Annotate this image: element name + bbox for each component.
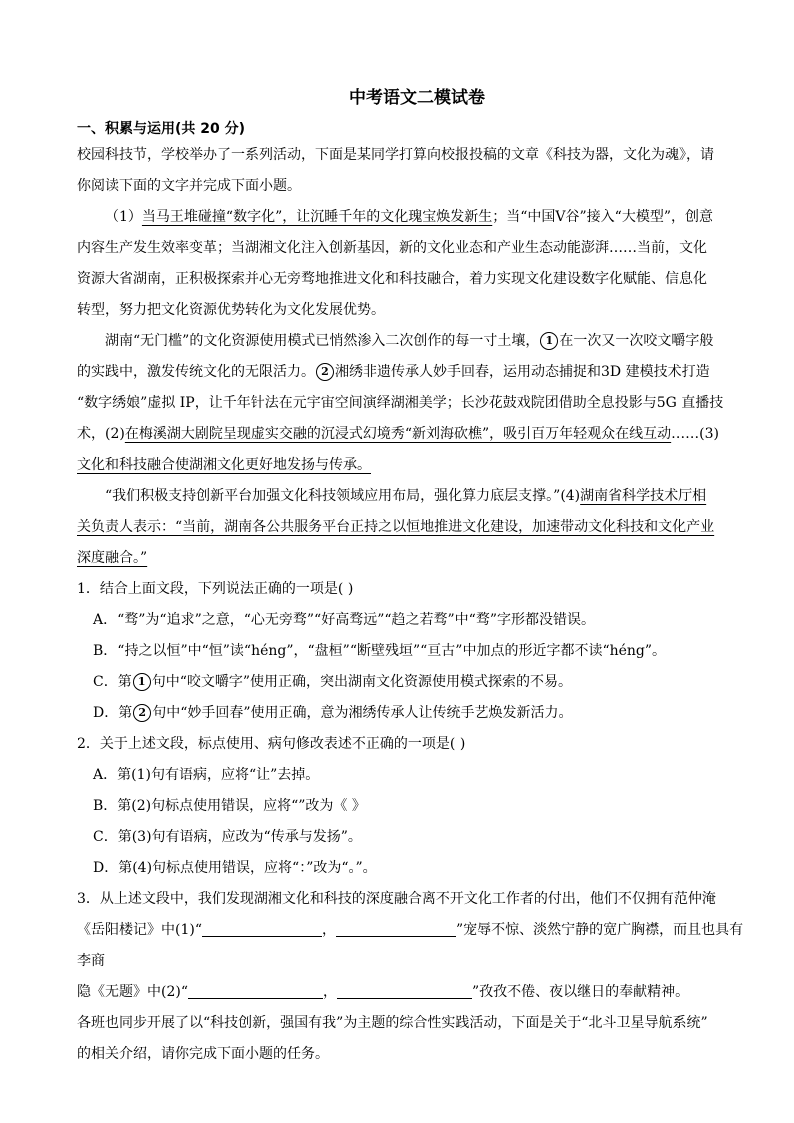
paragraph-3-line-1: “我们积极支持创新平台加强文化科技领域应用布局，强化算力底层支撑。”(4)湖南省科学技术厅相 [105, 488, 707, 504]
underlined-sentence-4c: 深度融合。” [77, 550, 148, 566]
question-1-option-c[interactable]: C．第 1 句中“咬文嚼字”使用正确，突出湖南文化资源使用模式探索的不易。 [93, 674, 573, 690]
underlined-sentence-3: 文化和科技融合使湖湘文化更好地发扬与传承。 [77, 457, 371, 473]
question-1-stem: 1．结合上面文段，下列说法正确的一项是( ) [77, 581, 354, 597]
paragraph-2-line-1: 湖南“无门槛”的文化资源使用模式已悄然渗入二次创作的每一寸土壤， 1 在一次又一次咬文嚼字般 [105, 333, 714, 349]
underlined-sentence-4a: 湖南省科学技术厅相 [580, 488, 707, 504]
question-3 [77, 884, 757, 1008]
circled-number-1: 1 [540, 332, 558, 350]
intro-line-2: 你阅读下面的文字并完成下面小题。 [77, 178, 301, 194]
paragraph-2-line-2: 的实践中，激发传统文化的无限活力。 2 湘绣非遗传承人妙手回春，运用动态捕捉和3D 建模技术打造 [77, 364, 710, 380]
paragraph-2-line-3: “数字绣娘”虚拟 IP，让千年针法在元宇宙空间演绎湖湘美学；长沙花鼓戏院团借助全息投影与5G 直播技 [77, 395, 724, 411]
underlined-sentence-2: 在梅溪湖大剧院呈现虚实交融的沉浸式幻境秀“新刘海砍樵”，吸引百万年轻观众在线互动 [124, 426, 672, 442]
question-2-option-a[interactable]: A．第(1)句有语病，应将“让”去掉。 [93, 767, 320, 783]
question-2 [77, 729, 757, 884]
question-1 [77, 574, 757, 729]
question-2-option-d[interactable]: D．第(4)句标点使用错误，应将“：”改为“。”。 [93, 860, 377, 876]
question-2-option-c[interactable]: C．第(3)句有语病，应改为“传承与发扬”。 [93, 829, 362, 845]
exam-page [77, 78, 757, 1070]
circled-number-2: 2 [316, 363, 334, 381]
answer-blank-2b[interactable] [337, 980, 472, 999]
answer-blank-1a[interactable] [202, 918, 322, 937]
question-1-option-a[interactable]: A．“骛”为“追求”之意，“心无旁骛”“好高骛远”“趋之若骛”中“骛”字形都没错误。 [93, 612, 595, 628]
question-2-option-b[interactable]: B．第(2)句标点使用错误，应将“”改为《 》 [93, 798, 366, 814]
paragraph-2-line-4: 术，(2)在梅溪湖大剧院呈现虚实交融的沉浸式幻境秀“新刘海砍樵”，吸引百万年轻观众在线互动……(3) [77, 426, 719, 442]
underlined-sentence-1: 当马王堆碰撞“数字化”，让沉睡千年的文化瑰宝焕发新生 [141, 209, 493, 225]
question-3-line-1: 3．从上述文段中，我们发现湖湘文化和科技的深度融合离不开文化工作者的付出，他们不仅拥有范仲淹 [77, 891, 716, 907]
outro-line-1: 各班也同步开展了以“科技创新，强国有我”为主题的综合性实践活动，下面是关于“北斗卫星导航系统” [77, 1015, 708, 1031]
question-3-line-2: 《岳阳楼记》中(1)“ ， ”宠辱不惊、淡然宁静的宽广胸襟，而且也具有李商 [77, 915, 757, 977]
answer-blank-2a[interactable] [188, 980, 323, 999]
section-heading: 一、积累与运用(共 20 分) [77, 121, 246, 137]
circled-number-1: 1 [133, 673, 151, 691]
paragraph-3-line-3 [77, 543, 757, 574]
passage-paragraph-1 [77, 202, 757, 326]
question-1-option-b[interactable]: B．“持之以恒”中“恒”读“héng”，“盘桓”“断壁残垣”“亘古”中加点的形近字都不读“héng”。 [93, 643, 667, 659]
paragraph-1-line-4: 转型，努力把文化资源优势转化为文化发展优势。 [77, 302, 385, 318]
intro-line-1: 校园科技节，学校举办了一系列活动，下面是某同学打算向校报投稿的文章《科技为器，文化为魂》，请 [77, 147, 714, 163]
passage-paragraph-2 [77, 326, 757, 481]
answer-blank-1b[interactable] [336, 918, 456, 937]
circled-number-2: 2 [133, 704, 151, 722]
question-2-stem: 2．关于上述文段，标点使用、病句修改表述不正确的一项是( ) [77, 736, 466, 752]
outro-line-2: 的相关介绍，请你完成下面小题的任务。 [77, 1046, 329, 1062]
question-1-option-d[interactable]: D．第 2 句中“妙手回春”使用正确，意为湘绣传承人让传统手艺焕发新活力。 [93, 705, 573, 721]
paragraph-1-line-1: （1）当马王堆碰撞“数字化”，让沉睡千年的文化瑰宝焕发新生；当“中国Ⅴ谷”接入“大模型”，创意 [105, 209, 713, 225]
page-title: 中考语文二模试卷 [349, 88, 485, 108]
paragraph-1-line-2: 内容生产发生效率变革；当湖湘文化注入创新基因，新的文化业态和产业生态动能澎湃……当前，文化 [77, 240, 707, 256]
paragraph-1-line-3: 资源大省湖南，正积极探索并心无旁骛地推进文化和科技融合，着力实现文化建设数字化赋能、信息化 [77, 271, 707, 287]
underlined-sentence-4b: 恒地推进文化建设，加速带动文化科技和文化产业 [406, 519, 715, 535]
paragraph-2-line-5 [77, 450, 757, 481]
paragraph-3-line-2: 关负责人表示：“当前，湖南各公共服务平台正持之以恒地推进文化建设，加速带动文化科技和文化产业 [77, 519, 715, 535]
question-3-line-3: 隐《无题》中(2)“ ， ”孜孜不倦、夜以继日的奉献精神。 [77, 977, 757, 1008]
passage-paragraph-3 [77, 481, 757, 574]
